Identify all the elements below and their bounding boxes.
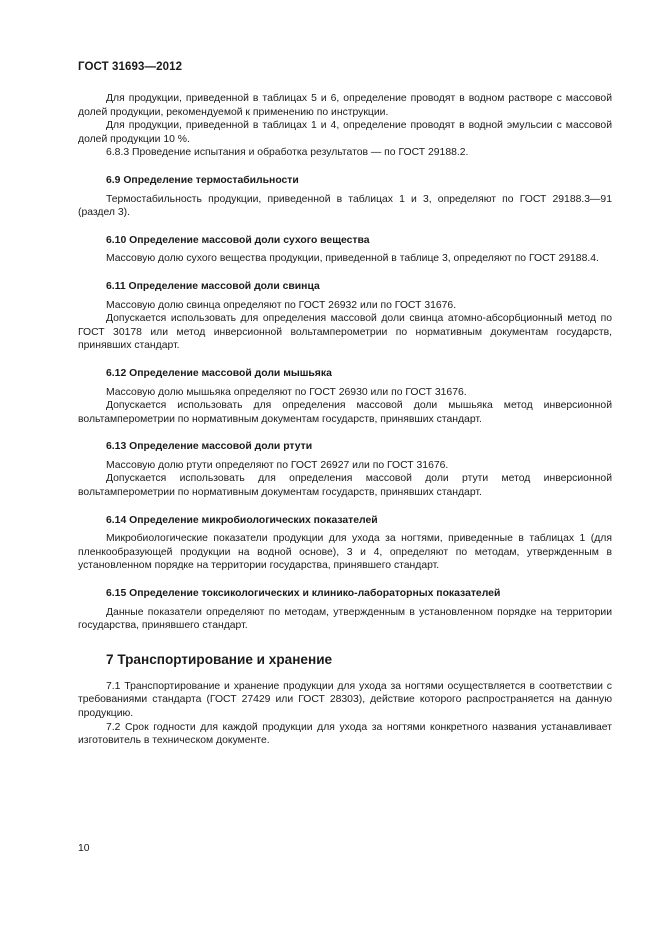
paragraph: Данные показатели определяют по методам, утвержденным в установленном порядке на территории государства, принявшего стандарт. [78, 606, 612, 632]
paragraph: Допускается использовать для определения массовой доли мышьяка метод инверсионной вольтамперометрии по нормативным документам государств, принявших стандарт. [78, 400, 612, 425]
paragraph: Для продукции, приведенной в таблицах 1 и 4, определение проводят в водной эмульсии с массовой долей продукции 10 %. [78, 120, 612, 145]
paragraph: 6.8.3 Проведение испытания и обработка результатов — по ГОСТ 29188.2. [106, 147, 469, 159]
paragraph: Массовую долю сухого вещества продукции, приведенной в таблице 3, определяют по ГОСТ 29188.4. [106, 253, 599, 265]
section-heading-6-10: 6.10 Определение массовой доли сухого вещества [106, 234, 370, 246]
section-heading-6-15: 6.15 Определение токсикологических и клинико-лабораторных показателей [106, 588, 501, 600]
paragraph: Термостабильность продукции, приведенной в таблицах 1 и 3, определяют по ГОСТ 29188.3—91 (раздел 3). [78, 193, 612, 219]
section-heading-6-9: 6.9 Определение термостабильности [106, 174, 299, 186]
paragraph: Допускается использовать для определения массовой доли свинца атомно-абсорбционный метод по ГОСТ 30178 или метод инверсионной вольтамперометрии по нормативным документам государств, принявших стандарт. [78, 313, 612, 352]
section-heading-6-11: 6.11 Определение массовой доли свинца [106, 280, 320, 292]
paragraph: 7.2 Срок годности для каждой продукции для ухода за ногтями конкретного названия устанавливает изготовитель в техническом документе. [78, 721, 612, 747]
section-heading-6-14: 6.14 Определение микробиологических показателей [106, 514, 378, 526]
paragraph: 7.1 Транспортирование и хранение продукции для ухода за ногтями осуществляется в соответствии с требованиями стандарта (ГОСТ 27429 или ГОСТ 28303), действие которого распространяется на данную продукцию. [78, 680, 612, 719]
paragraph: Микробиологические показатели продукции для ухода за ногтями, приведенные в таблицах 1 (для пленкообразующей продукции на водной основе), 3 и 4, определяют по методам, утвержденным в установленном порядке на территории государства, принявшего стандарт. [78, 533, 612, 572]
paragraph: Массовую долю свинца определяют по ГОСТ 26932 или по ГОСТ 31676. [106, 299, 457, 311]
section-heading-6-13: 6.13 Определение массовой доли ртути [106, 441, 313, 453]
chapter-heading-7: 7 Транспортирование и хранение [106, 651, 333, 667]
document-body [78, 92, 612, 748]
page-number: 10 [78, 843, 90, 854]
paragraph: Массовую долю мышьяка определяют по ГОСТ 26930 или по ГОСТ 31676. [106, 386, 467, 398]
paragraph: Допускается использовать для определения массовой доли ртути метод инверсионной вольтамперометрии по нормативным документам государств, принявших стандарт. [78, 473, 612, 499]
section-heading-6-12: 6.12 Определение массовой доли мышьяка [106, 367, 332, 379]
paragraph: Для продукции, приведенной в таблицах 5 и 6, определение проводят в водном растворе с массовой долей продукции, рекомендуемой к применению по инструкции. [78, 93, 612, 118]
paragraph: Массовую долю ртути определяют по ГОСТ 26927 или по ГОСТ 31676. [106, 459, 449, 471]
document-code-header: ГОСТ 31693—2012 [78, 61, 183, 73]
